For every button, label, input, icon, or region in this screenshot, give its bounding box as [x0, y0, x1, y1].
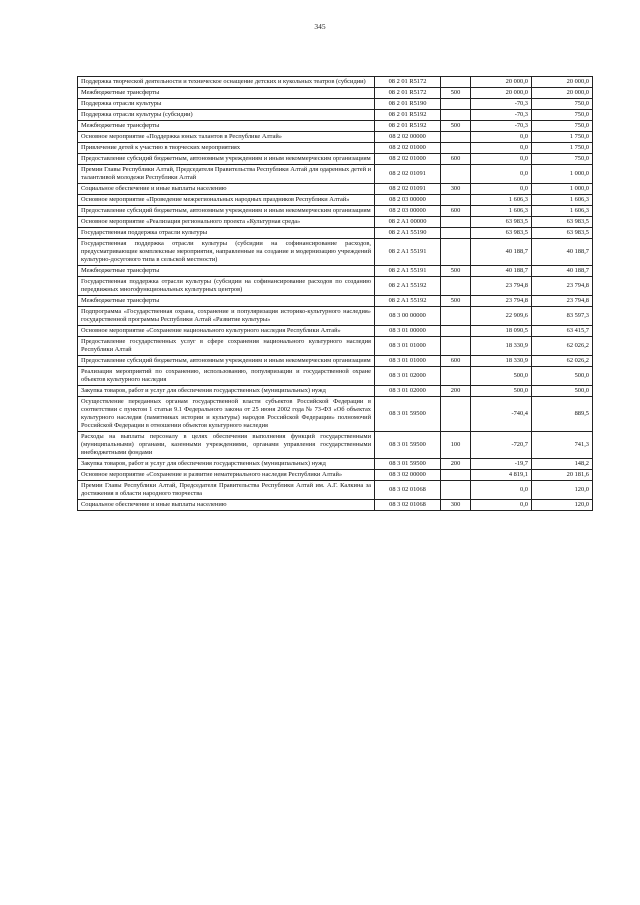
- expense-type-cell: 500: [441, 88, 471, 99]
- expense-name-cell: Межбюджетные трансферты: [78, 296, 375, 307]
- expense-name-cell: Социальное обеспечение и иные выплаты населению: [78, 184, 375, 195]
- expense-name-cell: Поддержка творческой деятельности и техническое оснащение детских и кукольных театров (субсидии): [78, 77, 375, 88]
- expense-name-cell: Осуществление переданных органам государственной власти субъектов Российской Федерации в соответствии с пунктом 1 статьи 9.1 Федерального закона от 25 июня 2002 года № 73-ФЗ «Об объектах культурного наследия (памятниках истории и культуры) народов Российской Федерации» полномочий Российской Федерации в отношении объектов культурного наследия: [78, 397, 375, 432]
- amount-change-cell: 0,0: [471, 500, 532, 511]
- expense-type-cell: [441, 307, 471, 326]
- expense-type-cell: [441, 99, 471, 110]
- expense-name-cell: Привлечение детей к участию в творческих мероприятиях: [78, 143, 375, 154]
- amount-total-cell: 1 000,0: [532, 165, 593, 184]
- amount-change-cell: 0,0: [471, 184, 532, 195]
- table-row: [78, 356, 593, 367]
- budget-table: [77, 76, 593, 511]
- amount-total-cell: 750,0: [532, 121, 593, 132]
- target-article-cell: 08 3 01 01000: [375, 337, 441, 356]
- expense-type-cell: [441, 228, 471, 239]
- expense-name-cell: Расходы на выплаты персоналу в целях обеспечения выполнения функций государственными (муниципальными) органами, казенными учреждениями, органами управления государственными внебюджетными фондами: [78, 432, 375, 459]
- amount-change-cell: 63 983,5: [471, 228, 532, 239]
- table-row: [78, 481, 593, 500]
- table-row: [78, 132, 593, 143]
- amount-total-cell: 500,0: [532, 386, 593, 397]
- expense-type-cell: 200: [441, 386, 471, 397]
- expense-name-cell: Основное мероприятие «Проведение межрегиональных народных праздников Республики Алтай»: [78, 195, 375, 206]
- target-article-cell: 08 3 00 00000: [375, 307, 441, 326]
- table-row: [78, 500, 593, 511]
- table-row: [78, 195, 593, 206]
- expense-name-cell: Закупка товаров, работ и услуг для обеспечения государственных (муниципальных) нужд: [78, 386, 375, 397]
- target-article-cell: 08 2 A1 55192: [375, 277, 441, 296]
- table-row: [78, 296, 593, 307]
- expense-type-cell: [441, 77, 471, 88]
- amount-total-cell: 148,2: [532, 459, 593, 470]
- expense-name-cell: Основное мероприятие «Реализация регионального проекта «Культурная среда»: [78, 217, 375, 228]
- target-article-cell: 08 2 03 00000: [375, 195, 441, 206]
- table-row: [78, 88, 593, 99]
- target-article-cell: 08 2 03 00000: [375, 206, 441, 217]
- amount-total-cell: 500,0: [532, 367, 593, 386]
- expense-type-cell: 200: [441, 459, 471, 470]
- amount-total-cell: 23 794,8: [532, 277, 593, 296]
- expense-type-cell: [441, 367, 471, 386]
- expense-type-cell: 600: [441, 356, 471, 367]
- expense-name-cell: Подпрограмма «Государственная охрана, сохранение и популяризация историко-культурного наследия» государственной программы Республики Алтай «Развитие культуры»: [78, 307, 375, 326]
- table-row: [78, 386, 593, 397]
- table-row: [78, 217, 593, 228]
- target-article-cell: 08 2 02 01091: [375, 184, 441, 195]
- amount-change-cell: 40 188,7: [471, 239, 532, 266]
- table-row: [78, 326, 593, 337]
- expense-type-cell: 500: [441, 121, 471, 132]
- amount-change-cell: 0,0: [471, 481, 532, 500]
- table-row: [78, 154, 593, 165]
- target-article-cell: 08 3 01 01000: [375, 356, 441, 367]
- table-row: [78, 266, 593, 277]
- expense-name-cell: Основное мероприятие «Сохранение национального культурного наследия Республики Алтай»: [78, 326, 375, 337]
- amount-change-cell: 22 909,6: [471, 307, 532, 326]
- expense-type-cell: 300: [441, 500, 471, 511]
- amount-total-cell: 750,0: [532, 154, 593, 165]
- table-row: [78, 110, 593, 121]
- amount-total-cell: 62 026,2: [532, 356, 593, 367]
- target-article-cell: 08 2 A1 00000: [375, 217, 441, 228]
- amount-total-cell: 20 000,0: [532, 77, 593, 88]
- amount-change-cell: 500,0: [471, 367, 532, 386]
- amount-total-cell: 1 750,0: [532, 132, 593, 143]
- table-row: [78, 99, 593, 110]
- target-article-cell: 08 2 02 00000: [375, 132, 441, 143]
- table-row: [78, 367, 593, 386]
- expense-name-cell: Межбюджетные трансферты: [78, 266, 375, 277]
- table-row: [78, 77, 593, 88]
- table-row: [78, 121, 593, 132]
- amount-total-cell: 750,0: [532, 110, 593, 121]
- amount-total-cell: 889,5: [532, 397, 593, 432]
- expense-name-cell: Поддержка отрасли культуры (субсидии): [78, 110, 375, 121]
- amount-total-cell: 63 983,5: [532, 228, 593, 239]
- expense-type-cell: [441, 397, 471, 432]
- target-article-cell: 08 2 02 01000: [375, 143, 441, 154]
- expense-type-cell: 600: [441, 206, 471, 217]
- amount-change-cell: 0,0: [471, 165, 532, 184]
- amount-total-cell: 23 794,8: [532, 296, 593, 307]
- expense-type-cell: [441, 326, 471, 337]
- amount-total-cell: 20 000,0: [532, 88, 593, 99]
- expense-name-cell: Межбюджетные трансферты: [78, 121, 375, 132]
- table-row: [78, 432, 593, 459]
- expense-type-cell: [441, 217, 471, 228]
- expense-type-cell: [441, 195, 471, 206]
- expense-type-cell: 500: [441, 266, 471, 277]
- expense-type-cell: [441, 110, 471, 121]
- amount-change-cell: 500,0: [471, 386, 532, 397]
- amount-change-cell: -740,4: [471, 397, 532, 432]
- table-row: [78, 184, 593, 195]
- target-article-cell: 08 3 01 59500: [375, 459, 441, 470]
- expense-name-cell: Реализация мероприятий по сохранению, использованию, популяризации и государственной охране объектов культурного наследия: [78, 367, 375, 386]
- table-row: [78, 239, 593, 266]
- amount-change-cell: -70,3: [471, 99, 532, 110]
- expense-type-cell: [441, 143, 471, 154]
- target-article-cell: 08 3 01 00000: [375, 326, 441, 337]
- expense-type-cell: 100: [441, 432, 471, 459]
- target-article-cell: 08 3 01 59500: [375, 397, 441, 432]
- target-article-cell: 08 3 02 00000: [375, 470, 441, 481]
- expense-name-cell: Основное мероприятие «Сохранение и развитие нематериального наследия Республики Алтай»: [78, 470, 375, 481]
- budget-table-body: [78, 77, 593, 511]
- target-article-cell: 08 2 A1 55190: [375, 228, 441, 239]
- amount-total-cell: 83 597,3: [532, 307, 593, 326]
- expense-type-cell: [441, 470, 471, 481]
- amount-total-cell: 1 000,0: [532, 184, 593, 195]
- page-number: 345: [314, 22, 326, 31]
- amount-change-cell: -19,7: [471, 459, 532, 470]
- target-article-cell: 08 2 01 R5192: [375, 110, 441, 121]
- amount-total-cell: 750,0: [532, 99, 593, 110]
- expense-name-cell: Предоставление субсидий бюджетным, автономным учреждениям и иным некоммерческим организациям: [78, 154, 375, 165]
- amount-total-cell: 1 750,0: [532, 143, 593, 154]
- amount-total-cell: 20 181,6: [532, 470, 593, 481]
- amount-total-cell: 40 188,7: [532, 266, 593, 277]
- target-article-cell: 08 3 01 59500: [375, 432, 441, 459]
- expense-type-cell: [441, 132, 471, 143]
- amount-total-cell: 63 983,5: [532, 217, 593, 228]
- expense-name-cell: Предоставление государственных услуг в сфере сохранения национального культурного наследия Республики Алтай: [78, 337, 375, 356]
- amount-total-cell: 741,3: [532, 432, 593, 459]
- target-article-cell: 08 3 02 01068: [375, 500, 441, 511]
- amount-total-cell: 120,0: [532, 500, 593, 511]
- table-row: [78, 206, 593, 217]
- target-article-cell: 08 2 01 R5190: [375, 99, 441, 110]
- expense-type-cell: 600: [441, 154, 471, 165]
- expense-name-cell: Основное мероприятие «Поддержка юных талантов в Республике Алтай»: [78, 132, 375, 143]
- amount-change-cell: 40 188,7: [471, 266, 532, 277]
- amount-change-cell: -720,7: [471, 432, 532, 459]
- target-article-cell: 08 3 02 01068: [375, 481, 441, 500]
- amount-total-cell: 62 026,2: [532, 337, 593, 356]
- expense-type-cell: [441, 481, 471, 500]
- table-row: [78, 277, 593, 296]
- amount-total-cell: 1 606,3: [532, 195, 593, 206]
- amount-change-cell: 4 819,1: [471, 470, 532, 481]
- table-row: [78, 470, 593, 481]
- expense-name-cell: Премии Главы Республики Алтай, Председателя Правительства Республики Алтай им. А.Г. Калкина за достижения в области народного творчества: [78, 481, 375, 500]
- target-article-cell: 08 2 A1 55192: [375, 296, 441, 307]
- amount-change-cell: 18 090,5: [471, 326, 532, 337]
- amount-change-cell: 23 794,8: [471, 296, 532, 307]
- expense-type-cell: [441, 277, 471, 296]
- expense-name-cell: Межбюджетные трансферты: [78, 88, 375, 99]
- expense-type-cell: [441, 165, 471, 184]
- amount-change-cell: 63 983,5: [471, 217, 532, 228]
- expense-name-cell: Социальное обеспечение и иные выплаты населению: [78, 500, 375, 511]
- table-row: [78, 228, 593, 239]
- table-row: [78, 397, 593, 432]
- target-article-cell: 08 3 01 02000: [375, 367, 441, 386]
- table-row: [78, 337, 593, 356]
- amount-total-cell: 63 415,7: [532, 326, 593, 337]
- amount-change-cell: 1 606,3: [471, 206, 532, 217]
- amount-total-cell: 40 188,7: [532, 239, 593, 266]
- target-article-cell: 08 2 A1 55191: [375, 239, 441, 266]
- target-article-cell: 08 2 01 R5172: [375, 77, 441, 88]
- amount-change-cell: -70,3: [471, 121, 532, 132]
- amount-change-cell: 1 606,3: [471, 195, 532, 206]
- table-row: [78, 165, 593, 184]
- amount-total-cell: 1 606,3: [532, 206, 593, 217]
- expense-type-cell: 300: [441, 184, 471, 195]
- amount-change-cell: 0,0: [471, 154, 532, 165]
- table-row: [78, 307, 593, 326]
- expense-name-cell: Государственная поддержка отрасли культуры (субсидии на софинансирование расходов по созданию передвижных многофункциональных культурных центров): [78, 277, 375, 296]
- target-article-cell: 08 2 02 01000: [375, 154, 441, 165]
- amount-change-cell: 0,0: [471, 143, 532, 154]
- expense-name-cell: Предоставление субсидий бюджетным, автономным учреждениям и иным некоммерческим организациям: [78, 356, 375, 367]
- target-article-cell: 08 2 01 R5172: [375, 88, 441, 99]
- amount-change-cell: 0,0: [471, 132, 532, 143]
- expense-name-cell: Государственная поддержка отрасли культуры: [78, 228, 375, 239]
- amount-total-cell: 120,0: [532, 481, 593, 500]
- target-article-cell: 08 2 02 01091: [375, 165, 441, 184]
- target-article-cell: 08 3 01 02000: [375, 386, 441, 397]
- expense-name-cell: Премии Главы Республики Алтай, Председателя Правительства Республики Алтай для одаренных детей и талантливой молодежи Республики Алтай: [78, 165, 375, 184]
- target-article-cell: 08 2 01 R5192: [375, 121, 441, 132]
- table-row: [78, 143, 593, 154]
- amount-change-cell: 18 330,9: [471, 337, 532, 356]
- expense-type-cell: 500: [441, 296, 471, 307]
- table-row: [78, 459, 593, 470]
- target-article-cell: 08 2 A1 55191: [375, 266, 441, 277]
- amount-change-cell: 20 000,0: [471, 77, 532, 88]
- expense-name-cell: Закупка товаров, работ и услуг для обеспечения государственных (муниципальных) нужд: [78, 459, 375, 470]
- expense-name-cell: Поддержка отрасли культуры: [78, 99, 375, 110]
- amount-change-cell: 23 794,8: [471, 277, 532, 296]
- expense-name-cell: Предоставление субсидий бюджетным, автономным учреждениям и иным некоммерческим организациям: [78, 206, 375, 217]
- amount-change-cell: 20 000,0: [471, 88, 532, 99]
- amount-change-cell: -70,3: [471, 110, 532, 121]
- expense-type-cell: [441, 337, 471, 356]
- expense-name-cell: Государственная поддержка отрасли культуры (субсидии на софинансирование расходов, предусматривающие комплексные мероприятия, направленные на создание и модернизацию учреждений культурно-досугового типа в сельской местности): [78, 239, 375, 266]
- expense-type-cell: [441, 239, 471, 266]
- amount-change-cell: 18 330,9: [471, 356, 532, 367]
